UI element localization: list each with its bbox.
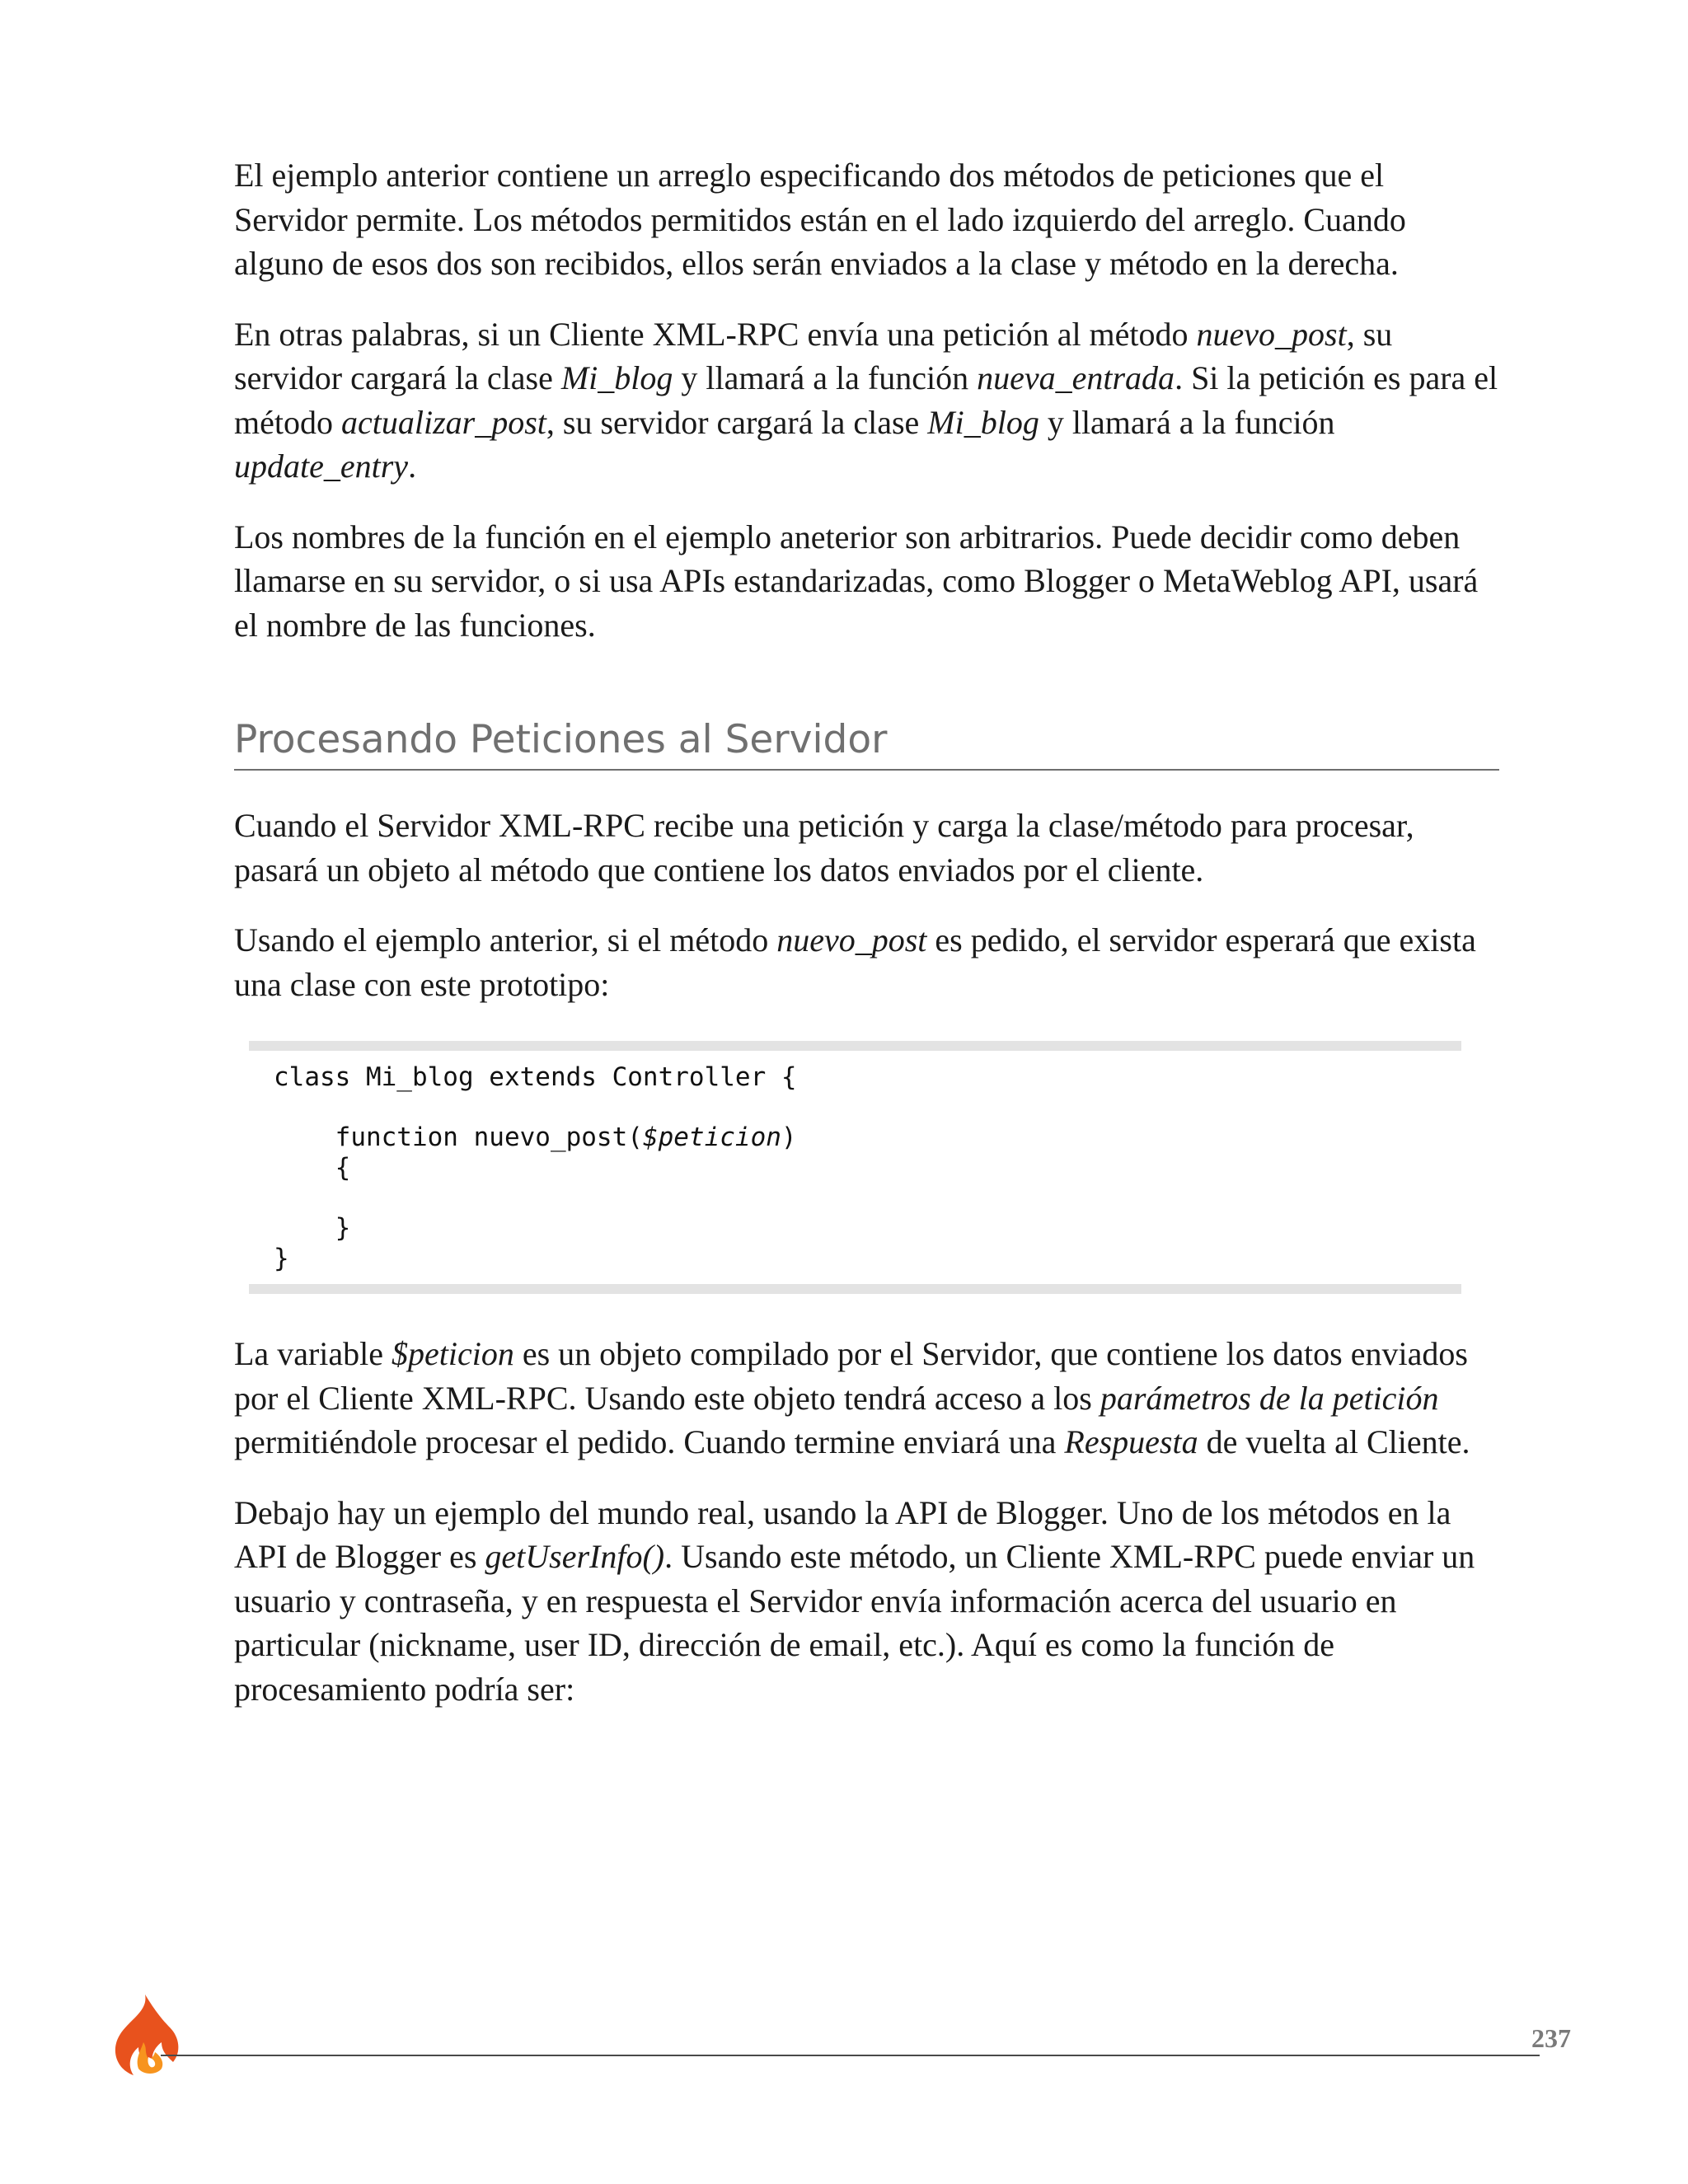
code-line: }: [274, 1213, 351, 1243]
paragraph: Debajo hay un ejemplo del mundo real, usando la API de Blogger. Uno de los métodos en la API de Blogger es getUserInfo(). Usando este método, un Cliente XML-RPC puede enviar un usuario y contraseña, y en respuesta el Servidor envía información acerca del usuario en particular (nickname, user ID, dirección de email, etc.). Aquí es como la función de procesamiento podría ser:: [234, 1493, 1475, 1708]
paragraph: Los nombres de la función en el ejemplo aneterior son arbitrarios. Puede decidir como deben llamarse en su servidor, o si usa APIs estandarizadas, como Blogger o MetaWeblog API, usará el nombre de las funciones.: [234, 518, 1479, 644]
code-line: class Mi_blog extends Controller {: [274, 1062, 797, 1092]
intro-paragraphs: [234, 153, 1499, 647]
code-listing: [274, 1062, 1461, 1274]
page-number: 237: [1531, 2023, 1571, 2053]
paragraph: El ejemplo anterior contiene un arreglo especificando dos métodos de peticiones que el Servidor permite. Los métodos permitidos están en el lado izquierdo del arreglo. Cuando alguno de esos dos son recibidos, ellos serán enviados a la clase y método en la derecha.: [234, 157, 1406, 282]
footer-rule: [161, 2055, 1540, 2056]
code-block: [249, 1041, 1461, 1294]
section-paragraphs: [234, 804, 1499, 1006]
paragraph: En otras palabras, si un Cliente XML-RPC envía una petición al método nuevo_post, su servidor cargará la clase Mi_blog y llamará a la función nueva_entrada. Si la petición es para el método actualizar_post, su servidor cargará la clase Mi_blog y llamará a la función update_entry.: [234, 315, 1498, 485]
closing-paragraphs: [234, 1332, 1499, 1711]
paragraph: La variable $peticion es un objeto compilado por el Servidor, que contiene los datos enviados por el Cliente XML-RPC. Usando este objeto tendrá acceso a los parámetros de la petición permitiéndole procesar el pedido. Cuando termine enviará una Respuesta de vuelta al Cliente.: [234, 1335, 1470, 1460]
code-line: {: [274, 1153, 351, 1183]
section-heading: Procesando Peticiones al Servidor: [234, 716, 1499, 771]
flame-icon: [106, 1993, 181, 2079]
page-content: [234, 153, 1499, 1737]
code-line: }: [274, 1244, 289, 1273]
paragraph: Usando el ejemplo anterior, si el método nuevo_post es pedido, el servidor esperará que exista una clase con este prototipo:: [234, 921, 1476, 1003]
code-line: function nuevo_post($peticion): [274, 1122, 797, 1152]
paragraph: Cuando el Servidor XML-RPC recibe una petición y carga la clase/método para procesar, pasará un objeto al método que contiene los datos enviados por el cliente.: [234, 807, 1414, 888]
